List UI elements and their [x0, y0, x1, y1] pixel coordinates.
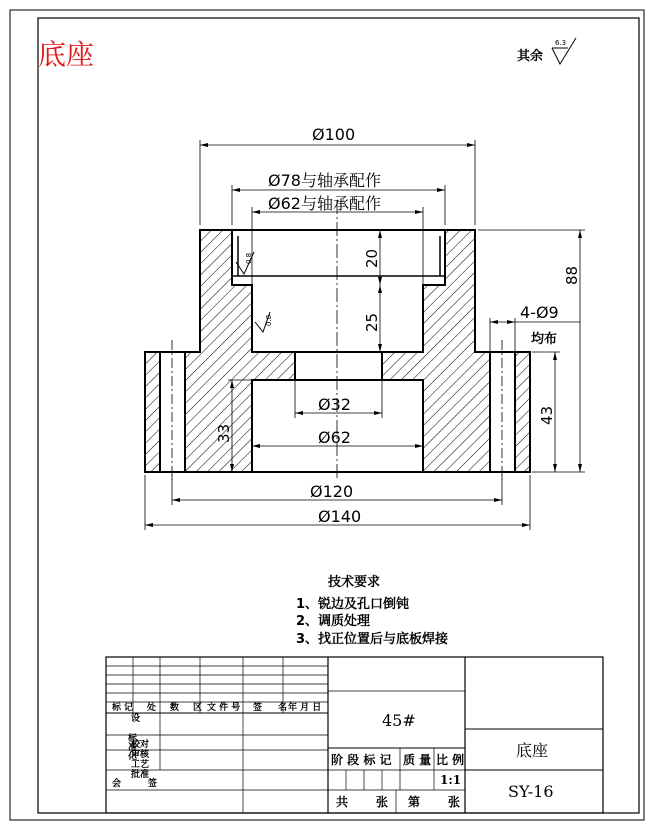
dim-holes: 4-Ø9: [520, 303, 559, 322]
note-item-3: 3、找正位置后与底板焊接: [296, 632, 449, 647]
flange-right: [515, 352, 530, 472]
dim-d120: Ø120: [310, 482, 354, 501]
tb-scale-label: 比 例: [436, 753, 465, 767]
tb-sheet-unit2: 张: [448, 795, 461, 809]
dim-d62-bot: Ø62: [318, 428, 351, 447]
tb-h-6: 签: [253, 703, 263, 713]
tb-h-3: 数: [170, 703, 180, 713]
tb-scale: 1:1: [440, 773, 462, 787]
svg-text:0.8: 0.8: [245, 252, 253, 264]
flange-left: [145, 352, 160, 472]
roughness-symbol: [517, 38, 576, 64]
tb-standard: 标准化: [126, 733, 136, 760]
note-item-2: 2、调质处理: [296, 614, 371, 629]
part-title-red: 底座: [38, 38, 95, 71]
tb-h-4: 区: [193, 703, 203, 713]
tb-review: 审核: [131, 750, 150, 760]
tb-sheets-total: 共: [336, 795, 349, 809]
tb-h-7: 名: [278, 703, 288, 713]
dim-h43: 43: [538, 405, 556, 425]
tb-stage: 阶 段 标 记: [331, 753, 392, 767]
dim-uniform: 均布: [531, 332, 558, 347]
note-item-1: 1、锐边及孔口倒钝: [296, 597, 410, 612]
dim-d78: Ø78与轴承配作: [268, 171, 381, 190]
tb-approve: 批准: [131, 770, 150, 780]
dim-h33: 33: [215, 423, 233, 443]
tb-check: 校对: [131, 740, 150, 750]
tb-process: 工艺: [131, 760, 150, 770]
tb-name: 底座: [516, 741, 549, 760]
dim-d100: Ø100: [312, 125, 356, 144]
tb-countersign-2: 签: [148, 779, 158, 789]
dim-d140: Ø140: [318, 507, 362, 526]
tb-sheets-unit: 张: [376, 795, 389, 809]
dim-d62-top: Ø62与轴承配作: [268, 194, 381, 213]
tb-h-5: 文 件 号: [207, 703, 241, 713]
dim-h88: 88: [563, 265, 581, 285]
tb-mass: 质 量: [403, 753, 432, 767]
dim-d32: Ø32: [318, 395, 351, 414]
roughness-mark-b: [255, 312, 273, 332]
tb-design: 设: [131, 714, 141, 724]
tb-drawing-no: SY-16: [508, 782, 554, 801]
tb-h-2: 处: [147, 703, 157, 713]
tb-sheet-no: 第: [408, 795, 421, 809]
svg-text:其余: 其余: [517, 49, 544, 64]
svg-text:6.3: 6.3: [555, 39, 567, 47]
svg-text:0.8: 0.8: [265, 314, 273, 326]
tb-h-1: 记: [124, 703, 134, 713]
tb-countersign: 会: [112, 779, 122, 789]
tb-h-8: 年 月 日: [288, 703, 322, 713]
notes-title: 技术要求: [328, 575, 381, 590]
tb-h-0: 标: [112, 703, 122, 713]
dim-h20: 20: [363, 248, 381, 268]
dim-h25: 25: [363, 312, 381, 332]
tb-material: 45#: [382, 711, 416, 730]
